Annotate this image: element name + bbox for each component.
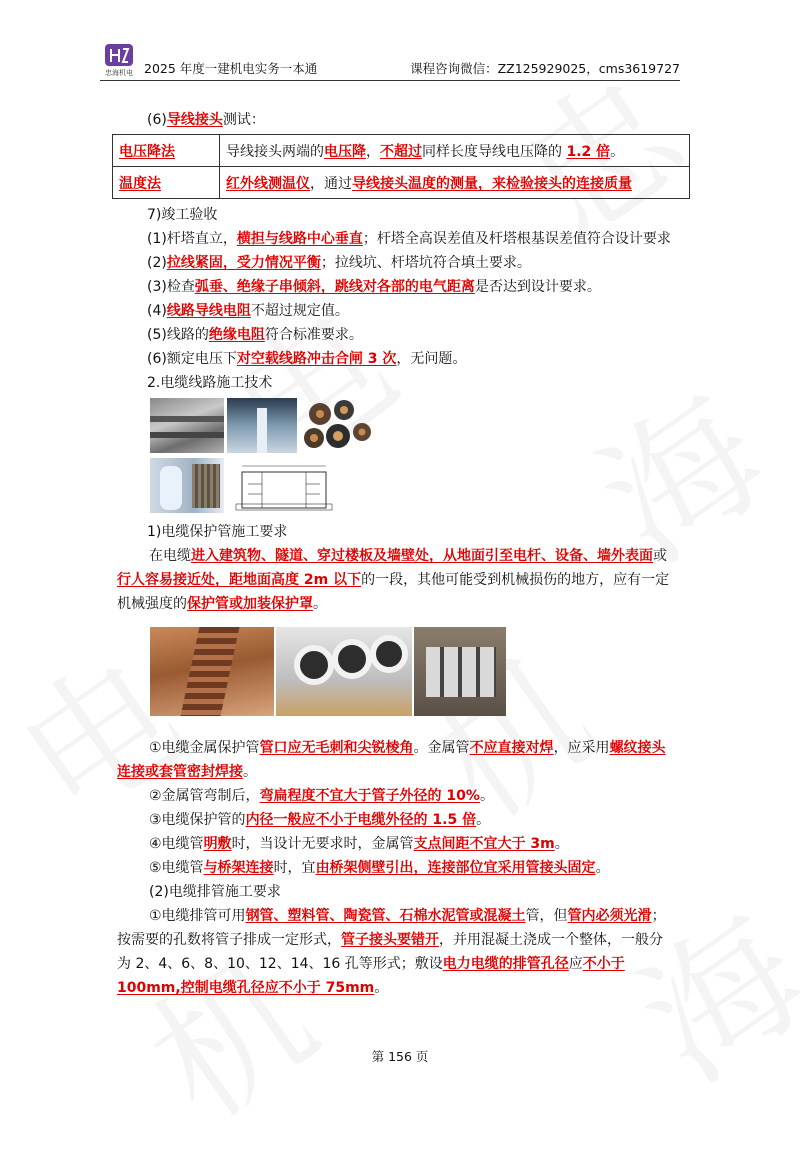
cable-tray-photo bbox=[150, 398, 224, 453]
highlight-text: 对空载线路冲击合闸 3 次 bbox=[236, 351, 397, 367]
body-text: 导线接头两端的 bbox=[226, 143, 324, 160]
table-key bbox=[113, 167, 220, 199]
body-text: 。 bbox=[374, 980, 389, 996]
body-text: (2)电缆排管施工要求 bbox=[149, 884, 281, 900]
text-line bbox=[117, 856, 687, 880]
body-text: ④电缆管 bbox=[149, 836, 204, 852]
highlight-text: 保护管或加装保护罩 bbox=[187, 596, 313, 612]
body-text: 按需要的孔数将管子排成一定形式， bbox=[117, 932, 341, 948]
highlight-text: 绝缘电阻 bbox=[208, 327, 265, 343]
body-text: ，应采用 bbox=[553, 740, 610, 756]
highlight-text: 导线接头温度的测量，来检验接头的连接质量 bbox=[352, 175, 632, 192]
highlight-text: 与桥架连接 bbox=[203, 860, 274, 876]
text-line bbox=[117, 203, 687, 227]
table-row bbox=[113, 167, 690, 199]
body-text: 。 bbox=[595, 860, 610, 876]
body-text: 为 2、4、6、8、10、12、14、16 孔等形式；敷设 bbox=[117, 956, 443, 972]
protect-pipe-items bbox=[117, 736, 687, 1000]
highlight-text: 电力电缆的排管孔径 bbox=[442, 956, 569, 972]
text-line bbox=[117, 976, 687, 1000]
highlight-text: 拉线紧固，受力情况平衡 bbox=[166, 255, 321, 271]
highlight-text: 支点间距不宜大于 3m bbox=[413, 836, 555, 852]
body-text: 或 bbox=[653, 548, 667, 564]
body-text: 。 bbox=[610, 143, 625, 160]
joint-test-table bbox=[112, 134, 690, 199]
highlight-text: 不超过 bbox=[380, 143, 422, 160]
table-key-text: 电压降法 bbox=[119, 143, 175, 160]
body-text: 。 bbox=[243, 764, 257, 780]
text-line bbox=[117, 928, 687, 952]
text-line bbox=[117, 904, 687, 928]
highlight-text: 管内必须光滑 bbox=[567, 908, 652, 924]
text-line bbox=[117, 880, 687, 904]
highlight-text: 横担与线路中心垂直 bbox=[236, 231, 363, 247]
highlight-text: 不小于 bbox=[582, 956, 625, 972]
pipe-entry-photo bbox=[276, 627, 412, 716]
body-text: 同样长度导线电压降的 bbox=[422, 143, 567, 160]
body-text: (2) bbox=[147, 255, 167, 271]
protect-pipe-section bbox=[117, 520, 687, 616]
highlight-text: 连接或套管密封焊接 bbox=[117, 764, 243, 780]
cable-cross-section-photo bbox=[300, 396, 372, 454]
text-line bbox=[117, 251, 687, 275]
text-line bbox=[117, 736, 687, 760]
body-text: (3)检查 bbox=[147, 279, 195, 295]
body-text: ； bbox=[651, 908, 666, 924]
highlight-text: 管口应无毛刺和尖锐棱角 bbox=[259, 740, 414, 756]
body-text: 。 bbox=[313, 596, 327, 612]
body-text: 7)竣工验收 bbox=[147, 207, 218, 223]
highlight-text: 内径一般应不小于电缆外径的 1.5 倍 bbox=[245, 812, 477, 828]
text-line bbox=[117, 227, 687, 251]
body-text: ①电缆排管可用 bbox=[149, 908, 246, 924]
cable-tunnel-photo bbox=[227, 398, 297, 453]
highlight-text: 明敷 bbox=[203, 836, 232, 852]
text-line bbox=[117, 784, 687, 808]
highlight-text: 行人容易接近处，距地面高度 2m 以下 bbox=[117, 572, 362, 588]
table-value bbox=[220, 135, 690, 167]
text-line bbox=[117, 832, 687, 856]
body-text: 时，当设计无要求时，金属管 bbox=[231, 836, 414, 852]
body-text: 不超过规定值。 bbox=[250, 303, 349, 319]
duct-bank-photo bbox=[414, 627, 506, 716]
text-line bbox=[117, 299, 687, 323]
highlight-text: 弧垂、绝缘子串倾斜，跳线对各部的电气距离 bbox=[194, 279, 475, 295]
highlight-text: 线路导线电阻 bbox=[166, 303, 251, 319]
cable-trench-drawing bbox=[232, 460, 336, 514]
table-value bbox=[220, 167, 690, 199]
body-text: ①电缆金属保护管 bbox=[149, 740, 260, 756]
highlight-text: 进入建筑物、隧道、穿过楼板及墙壁处，从地面引至电杆、设备、墙外表面 bbox=[191, 548, 653, 564]
page-number: 第 156 页 bbox=[371, 1049, 429, 1064]
body-text: ②金属管弯制后， bbox=[149, 788, 260, 804]
body-text: ，无问题。 bbox=[396, 351, 467, 367]
text-line bbox=[117, 808, 687, 832]
cable-worker-photo bbox=[150, 458, 224, 513]
section6-heading: (6)导线接头测试： bbox=[147, 112, 265, 128]
body-text: ；杆塔全高误差值及杆塔根基误差值符合设计要求 bbox=[362, 231, 671, 247]
text-line bbox=[117, 323, 687, 347]
highlight-text: 弯扁程度不宜大于管子外径的 10% bbox=[259, 788, 480, 804]
svg-text:忠海机电: 忠海机电 bbox=[105, 69, 133, 77]
body-text: 机械强度的 bbox=[117, 596, 187, 612]
body-text: 。 bbox=[476, 812, 491, 828]
table-key-text: 温度法 bbox=[119, 175, 161, 192]
body-text: 。 bbox=[479, 788, 494, 804]
company-logo bbox=[102, 42, 136, 78]
text-line bbox=[117, 592, 687, 616]
body-text: (4) bbox=[147, 303, 167, 319]
highlight-text: 1.2 倍 bbox=[566, 143, 611, 160]
body-text: 。金属管 bbox=[413, 740, 470, 756]
header-title: 2025 年度一建机电实务一本通 bbox=[144, 61, 318, 76]
body-text: 应 bbox=[568, 956, 583, 972]
highlight-text: 螺纹接头 bbox=[609, 740, 666, 756]
body-text: ，并用混凝土浇成一个整体，一般分 bbox=[439, 932, 663, 948]
protect-pipe-paragraph bbox=[117, 544, 687, 616]
highlight-text: 电压降 bbox=[324, 143, 366, 160]
highlight-text: 钢管、塑料管、陶瓷管、石棉水泥管或混凝土 bbox=[245, 908, 526, 924]
body-text: (6)额定电压下 bbox=[147, 351, 237, 367]
text-line bbox=[117, 371, 687, 395]
body-text: 是否达到设计要求。 bbox=[474, 279, 601, 295]
body-text: ⑤电缆管 bbox=[149, 860, 204, 876]
body-text: 。 bbox=[554, 836, 569, 852]
text-line bbox=[117, 275, 687, 299]
text-line bbox=[117, 568, 687, 592]
highlight-text: 100mm,控制电缆孔径应不小于 75mm bbox=[117, 980, 375, 996]
highlight-text: 红外线测温仪 bbox=[226, 175, 310, 192]
body-text: 符合标准要求。 bbox=[264, 327, 363, 343]
protect-pipe-title: 1)电缆保护管施工要求 bbox=[147, 524, 288, 540]
highlight-text: 由桥架侧壁引出，连接部位宜采用管接头固定 bbox=[315, 860, 596, 876]
trench-pipe-photo bbox=[150, 627, 274, 716]
highlight-text: 管子接头要错开 bbox=[341, 932, 439, 948]
body-text: (1)杆塔直立， bbox=[147, 231, 237, 247]
body-text: 在电缆 bbox=[149, 548, 191, 564]
page-header bbox=[100, 42, 680, 81]
body-text: 2.电缆线路施工技术 bbox=[147, 375, 273, 391]
acceptance-list bbox=[117, 203, 687, 395]
body-text: ；拉线坑、杆塔坑符合填土要求。 bbox=[320, 255, 531, 271]
table-key bbox=[113, 135, 220, 167]
text-line bbox=[117, 760, 687, 784]
text-line bbox=[117, 952, 687, 976]
text-line bbox=[117, 544, 687, 568]
text-line bbox=[117, 347, 687, 371]
body-text: (5)线路的 bbox=[147, 327, 209, 343]
body-text: 的一段，其他可能受到机械损伤的地方，应有一定 bbox=[361, 572, 670, 588]
body-text: ， bbox=[366, 143, 380, 160]
body-text: ，通过 bbox=[310, 175, 352, 192]
header-contact: 课程咨询微信：ZZ125929025，cms3619727 bbox=[410, 61, 680, 76]
highlight-text: 不应直接对焊 bbox=[469, 740, 554, 756]
body-text: 时，宜 bbox=[273, 860, 316, 876]
body-text: ③电缆保护管的 bbox=[149, 812, 246, 828]
body-text: 管，但 bbox=[525, 908, 568, 924]
table-row bbox=[113, 135, 690, 167]
